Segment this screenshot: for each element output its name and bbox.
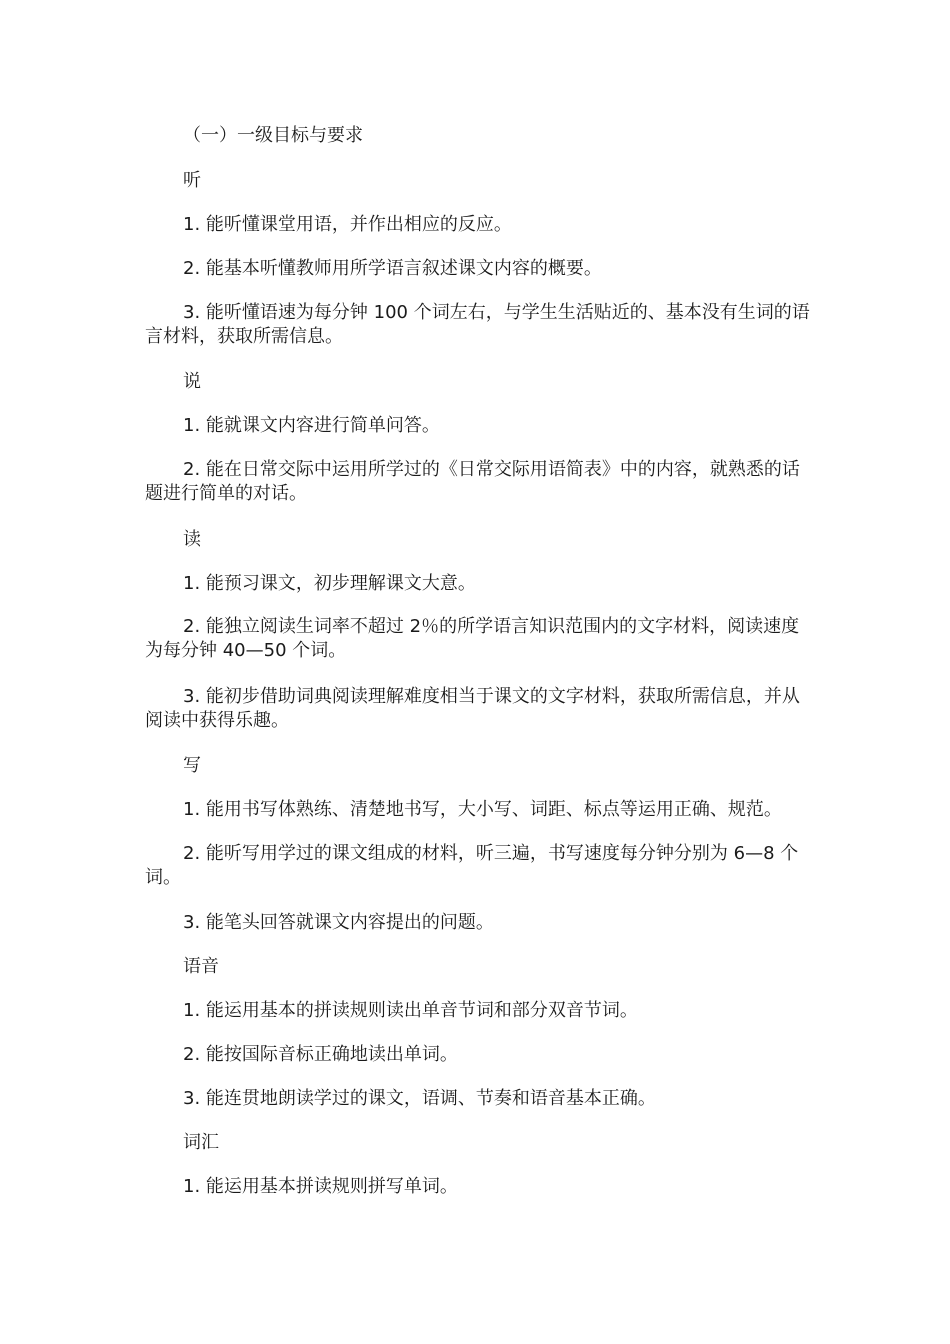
pronunciation-item-2: 2. 能按国际音标正确地读出单词。 (183, 1044, 458, 1065)
listening-item-3: 3. 能听懂语速为每分钟 100 个词左右，与学生生活贴近的、基本没有生词的语言材料，获取所需信息。 (145, 302, 810, 347)
heading-vocabulary: 词汇 (183, 1132, 219, 1153)
heading-pronunciation: 语音 (183, 956, 219, 977)
heading-writing: 写 (183, 755, 201, 776)
heading-reading: 读 (183, 529, 201, 550)
reading-item-3: 3. 能初步借助词典阅读理解难度相当于课文的文字材料，获取所需信息，并从阅读中获得乐趣。 (145, 686, 800, 731)
writing-item-1: 1. 能用书写体熟练、清楚地书写，大小写、词距、标点等运用正确、规范。 (183, 799, 782, 820)
reading-item-2: 2. 能独立阅读生词率不超过 2％的所学语言知识范围内的文字材料，阅读速度为每分钟 40—50 个词。 (145, 616, 800, 661)
speaking-item-1: 1. 能就课文内容进行简单问答。 (183, 415, 440, 436)
writing-item-3: 3. 能笔头回答就课文内容提出的问题。 (183, 912, 494, 933)
heading-listening: 听 (183, 170, 201, 191)
listening-item-2: 2. 能基本听懂教师用所学语言叙述课文内容的概要。 (183, 258, 602, 279)
pronunciation-item-3: 3. 能连贯地朗读学过的课文，语调、节奏和语音基本正确。 (183, 1088, 656, 1109)
speaking-item-2: 2. 能在日常交际中运用所学过的《日常交际用语简表》中的内容，就熟悉的话题进行简单的对话。 (145, 459, 800, 504)
pronunciation-item-1: 1. 能运用基本的拼读规则读出单音节词和部分双音节词。 (183, 1000, 638, 1021)
listening-item-1: 1. 能听懂课堂用语，并作出相应的反应。 (183, 214, 512, 235)
reading-item-1: 1. 能预习课文，初步理解课文大意。 (183, 573, 476, 594)
writing-item-2: 2. 能听写用学过的课文组成的材料，听三遍，书写速度每分钟分别为 6—8 个词。 (145, 843, 799, 888)
section-title: （一）一级目标与要求 (183, 125, 363, 146)
vocabulary-item-1: 1. 能运用基本拼读规则拼写单词。 (183, 1176, 458, 1197)
heading-speaking: 说 (183, 371, 201, 392)
